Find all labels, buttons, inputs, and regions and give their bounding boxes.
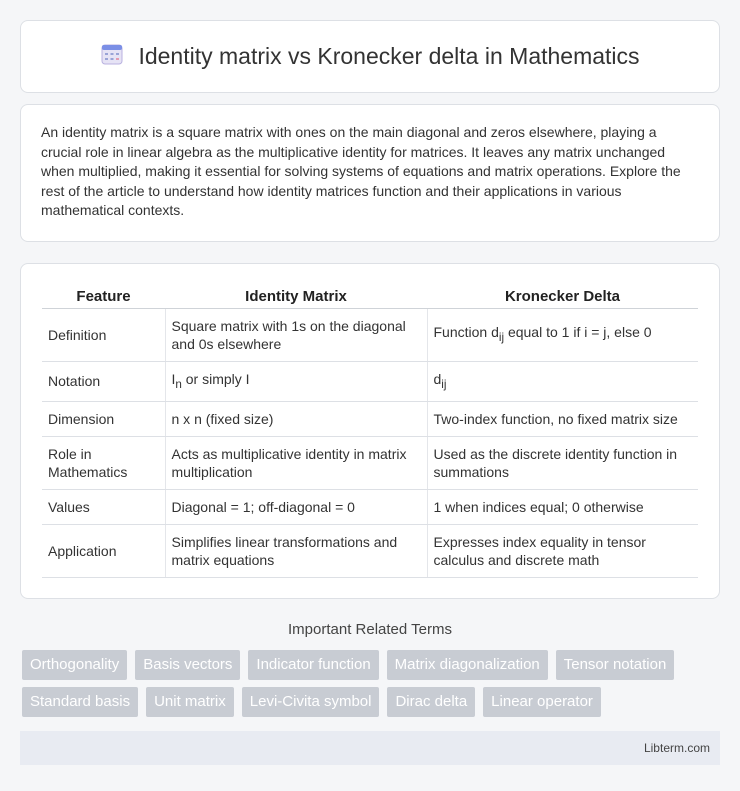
table-row [42, 437, 698, 490]
comparison-table [42, 282, 698, 579]
footer [20, 731, 720, 765]
intro-card [20, 104, 720, 242]
related-term-tag[interactable]: Standard basis [22, 687, 138, 717]
table-row [42, 361, 698, 402]
cell-identity-matrix: $I_n$ or simply I [165, 361, 427, 402]
cell-kronecker-delta: 1 when indices equal; 0 otherwise [427, 490, 698, 525]
table-row [42, 490, 698, 525]
cell-feature: Role in Mathematics [42, 437, 165, 490]
header-identity-matrix: Identity Matrix [165, 282, 427, 309]
cell-kronecker-delta: Function $d_{ij}$ equal to 1 if i = j, else 0 [427, 308, 698, 361]
related-term-tag[interactable]: Basis vectors [135, 650, 240, 680]
table-row [42, 308, 698, 361]
header-feature: Feature [42, 282, 165, 309]
related-term-tag[interactable]: Tensor notation [556, 650, 675, 680]
cell-identity-matrix: n x n (fixed size) [165, 402, 427, 437]
cell-kronecker-delta: $d_{ij}$ [427, 361, 698, 402]
related-terms-list [0, 638, 740, 717]
related-term-tag[interactable]: Indicator function [248, 650, 378, 680]
header-kronecker-delta: Kronecker Delta [427, 282, 698, 309]
cell-feature: Values [42, 490, 165, 525]
cell-identity-matrix: Simplifies linear transformations and matrix equations [165, 525, 427, 578]
related-term-tag[interactable]: Matrix diagonalization [387, 650, 548, 680]
page-title: Identity matrix vs Kronecker delta in Mathematics [138, 43, 640, 69]
related-terms-title: Important Related Terms [288, 621, 452, 639]
intro-text: An identity matrix is a square matrix with ones on the main diagonal and zeros elsewhere, playing a crucial role in linear algebra as the multiplicative identity for matrices. It leaves any matrix unchanged when multiplied, making it essential for solving systems of equations and matrix operations. Explore the rest of the article to understand how identity matrices function and their applications in various mathematical contexts. [41, 124, 681, 218]
cell-identity-matrix: Acts as multiplicative identity in matrix multiplication [165, 437, 427, 490]
table-header-row [42, 282, 698, 309]
related-term-tag[interactable]: Levi-Civita symbol [242, 687, 380, 717]
related-term-tag[interactable]: Linear operator [483, 687, 601, 717]
related-term-tag[interactable]: Orthogonality [22, 650, 127, 680]
cell-feature: Notation [42, 361, 165, 402]
cell-identity-matrix: Square matrix with 1s on the diagonal and 0s elsewhere [165, 308, 427, 361]
cell-feature: Definition [42, 308, 165, 361]
related-term-tag[interactable]: Unit matrix [146, 687, 234, 717]
cell-feature: Dimension [42, 402, 165, 437]
title-card [20, 20, 720, 93]
footer-source: Libterm.com [643, 741, 710, 756]
calendar-icon [100, 42, 124, 71]
cell-identity-matrix: Diagonal = 1; off-diagonal = 0 [165, 490, 427, 525]
comparison-table-card [20, 263, 720, 600]
related-term-tag[interactable]: Dirac delta [387, 687, 475, 717]
cell-feature: Application [42, 525, 165, 578]
table-row [42, 525, 698, 578]
table-row [42, 402, 698, 437]
cell-kronecker-delta: Two-index function, no fixed matrix size [427, 402, 698, 437]
cell-kronecker-delta: Used as the discrete identity function in summations [427, 437, 698, 490]
cell-kronecker-delta: Expresses index equality in tensor calculus and discrete math [427, 525, 698, 578]
